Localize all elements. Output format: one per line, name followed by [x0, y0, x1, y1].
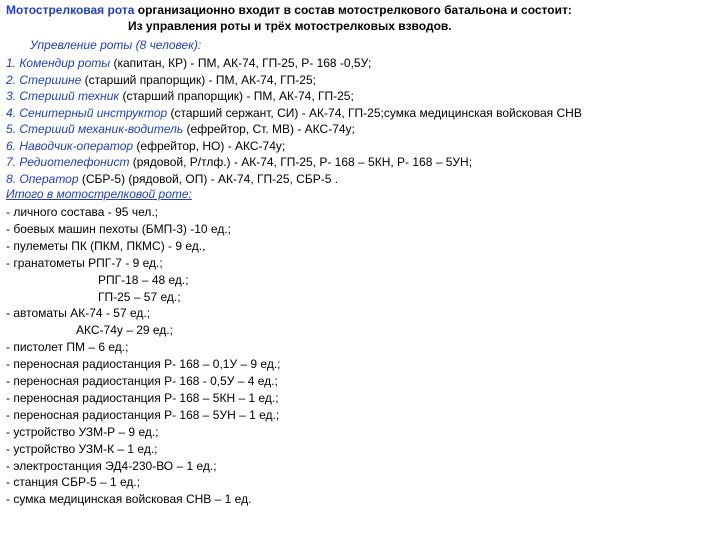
command-item-detail: (старший прапорщик) - ПМ, АК-74, ГП-25; [119, 89, 354, 103]
command-item-detail: (СБР-5) (рядовой, ОП) - АК-74, ГП-25, СБР-5 . [78, 171, 339, 186]
command-item-number: 5. [6, 122, 17, 136]
totals-line: АКС-74у – 29 ед.; [76, 323, 173, 338]
command-item-number: 8. [6, 171, 17, 186]
command-item-role: Стерший техник [19, 89, 120, 103]
totals-line: - устройство УЗМ-К – 1 ед.; [6, 441, 158, 456]
command-item [6, 89, 354, 105]
command-item-number: 2. [6, 72, 17, 87]
totals-line: РПГ-18 – 48 ед.; [98, 272, 189, 287]
totals-line: - переносная радиостанция Р- 168 – 5КН – 1 ед.; [6, 390, 279, 405]
command-item [6, 73, 316, 89]
totals-line: - пулеметы ПК (ПКМ, ПКМС) - 9 ед., [6, 238, 206, 253]
command-item-number: 6. [6, 138, 17, 153]
command-item-role: Наводчик-оператор [19, 138, 134, 153]
doc-subtitle: Из управления роты и трёх мотострелковых взводов. [128, 19, 452, 33]
totals-line: - гранатометы РПГ-7 - 9 ед.; [6, 255, 163, 270]
command-item-detail: (капитан, КР) - ПМ, АК-74, ГП-25, Р- 168 -0,5У; [110, 56, 372, 70]
totals-line: - переносная радиостанция Р- 168 - 0,5У – 4 ед.; [6, 374, 278, 388]
totals-line: - электростанция ЭД4-230-ВО – 1 ед.; [6, 458, 217, 473]
command-item-detail: (старший сержант, СИ) - АК-74, ГП-25;сумка медицинская войсковая СНВ [167, 105, 582, 120]
totals-line: - пистолет ПМ – 6 ед.; [6, 340, 129, 355]
totals-line: - переносная радиостанция Р- 168 – 5УН – 1 ед.; [6, 407, 280, 422]
command-item-detail: (ефрейтор, Ст. МВ) - АКС-74у; [183, 122, 355, 136]
command-item [6, 139, 285, 155]
totals-heading: Итого в мотострелковой роте: [6, 187, 192, 201]
command-item [6, 172, 338, 188]
command-heading: Упревление роты (8 человек): [30, 38, 202, 52]
command-item-detail: (старший прапорщик) - ПМ, АК-74, ГП-25; [81, 72, 316, 87]
command-item-number: 4. [6, 105, 17, 120]
command-item-number: 7. [6, 155, 17, 169]
command-item-role: Стершине [19, 72, 82, 87]
totals-line: ГП-25 – 57 ед.; [98, 289, 181, 304]
totals-line: - станция СБР-5 – 1 ед.; [6, 475, 141, 490]
title-text: организационно входит в состав мотострелкового батальона и состоит: [134, 3, 572, 17]
command-item-number: 1. [6, 56, 17, 70]
command-item-detail: (ефрейтор, НО) - АКС-74у; [133, 138, 286, 153]
command-item [6, 56, 371, 72]
totals-line: - устройство УЗМ-Р – 9 ед.; [6, 424, 159, 439]
title-highlight: Мотострелковая рота [6, 3, 135, 17]
doc-title [6, 3, 572, 19]
command-item [6, 155, 472, 171]
totals-line: - сумка медицинская войсковая СНВ – 1 ед. [6, 492, 252, 507]
command-item-role: Редиотелефонист [19, 155, 130, 169]
command-item-role: Оператор [19, 171, 79, 186]
command-item-number: 3. [6, 89, 17, 103]
command-item-detail: (рядовой, Р/тлф.) - АК-74, ГП-25, Р- 168 – 5КН, Р- 168 – 5УН; [129, 155, 473, 169]
command-item-role: Сенитерный инструктор [19, 105, 168, 120]
command-item [6, 122, 355, 138]
totals-line: - боевых машин пехоты (БМП-3) -10 ед.; [6, 221, 231, 236]
command-item-role: Комендир роты [19, 56, 111, 70]
command-item-role: Стерший механик-водитель [19, 122, 184, 136]
totals-line: - автоматы АК-74 - 57 ед.; [6, 306, 151, 321]
totals-line: - личного состава - 95 чел.; [6, 205, 159, 219]
command-item [6, 106, 582, 122]
totals-line: - переносная радиостанция Р- 168 – 0,1У – 9 ед.; [6, 357, 281, 372]
